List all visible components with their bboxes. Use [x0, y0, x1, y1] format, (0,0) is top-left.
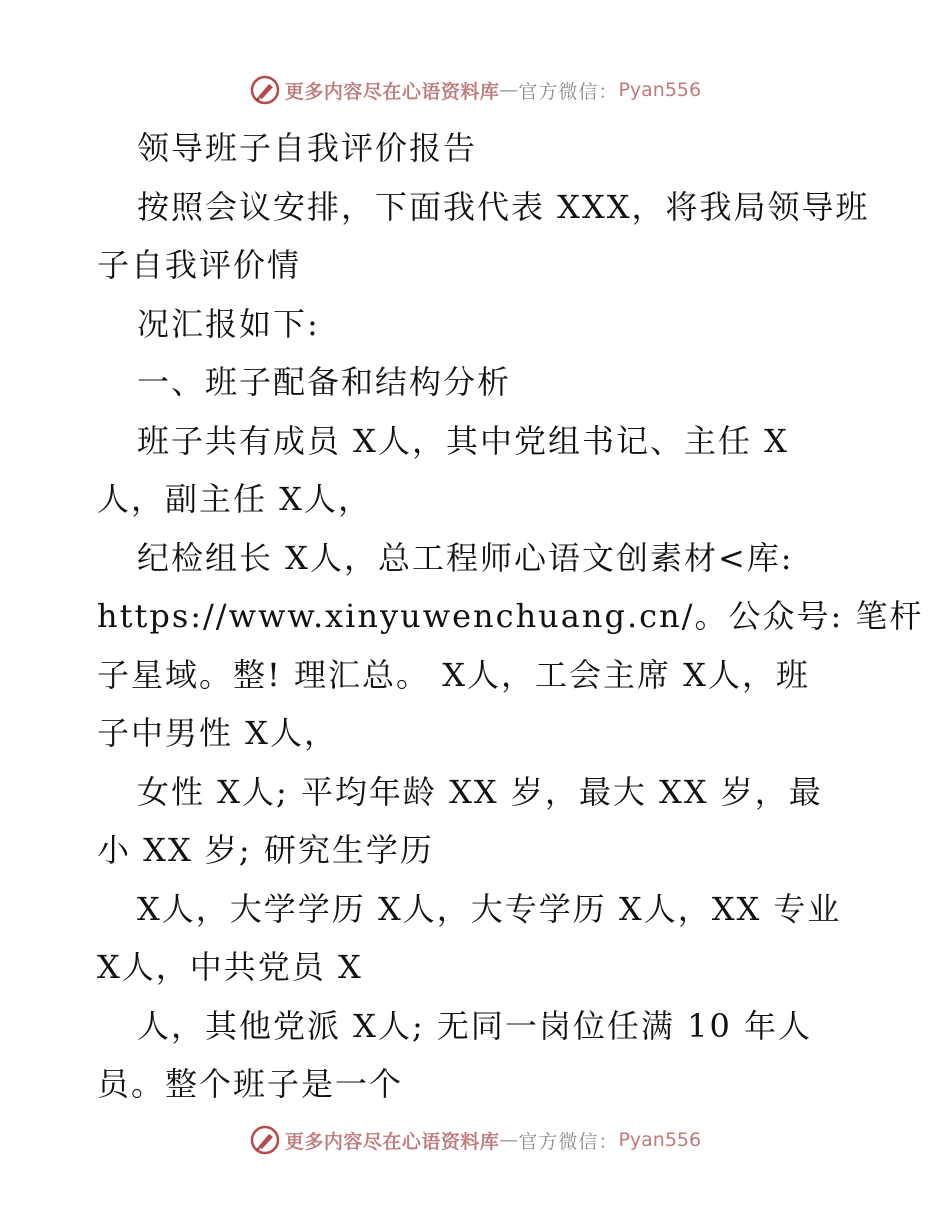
banner-separator: —: [499, 79, 519, 101]
paragraph-line: 纪检组长 X人，总工程师心语文创素材<库:: [137, 538, 794, 577]
banner-wechat-id: Pyan556: [618, 1129, 702, 1151]
paragraph-line: https://www.xinyuwenchuang.cn/。公众号: 笔杆: [97, 597, 924, 635]
banner-brand-text: 更多内容尽在心语资料库: [284, 1130, 500, 1153]
banner-wechat-label: 官方微信：: [518, 1130, 619, 1153]
section-heading: 一、班子配备和结构分析: [137, 363, 512, 401]
paragraph-line: 子星域。整! 理汇总。 X人，工会主席 X人，班: [97, 655, 810, 694]
paragraph-line: 按照会议安排，下面我代表 XXX，将我局领导班: [137, 187, 870, 226]
pen-logo-icon: [249, 1124, 281, 1156]
paragraph-line: 子自我评价情: [97, 246, 302, 284]
pen-logo-icon: [249, 74, 281, 106]
paragraph-line: 班子共有成员 X人，其中党组书记、主任 X: [137, 421, 789, 460]
footer-banner: [0, 1120, 950, 1160]
paragraph-line: 员。整个班子是一个: [97, 1065, 404, 1103]
banner-brand-text: 更多内容尽在心语资料库: [284, 80, 500, 103]
header-banner: [0, 70, 950, 110]
paragraph-line: X人，大学学历 X人，大专学历 X人，XX 专业: [137, 889, 842, 928]
document-body: [97, 119, 924, 1114]
banner-separator: —: [499, 1129, 519, 1151]
document-title: 领导班子自我评价报告: [137, 129, 478, 167]
paragraph-line: 人，副主任 X人，: [97, 480, 372, 518]
paragraph-line: X人，中共党员 X: [97, 948, 363, 986]
banner-wechat-label: 官方微信：: [518, 80, 619, 103]
paragraph-line: 小 XX 岁; 研究生学历: [97, 831, 434, 869]
paragraph-line: 况汇报如下:: [137, 304, 320, 343]
paragraph-line: 子中男性 X人，: [97, 714, 338, 752]
paragraph-line: 人，其他党派 X人; 无同一岗位任满 10 年人: [137, 1006, 812, 1045]
paragraph-line: 女性 X人; 平均年龄 XX 岁，最大 XX 岁，最: [137, 772, 823, 811]
banner-wechat-id: Pyan556: [618, 79, 702, 101]
